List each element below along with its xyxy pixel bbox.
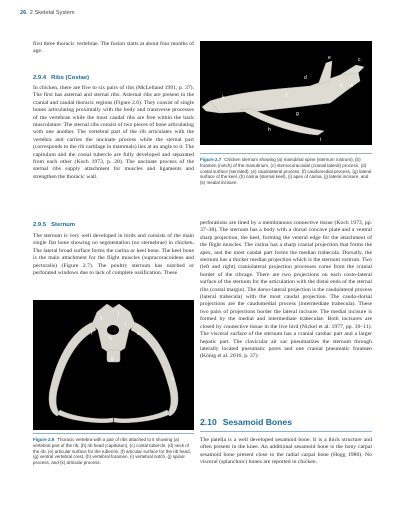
fig26-label-j: j [118,311,120,317]
section-number: 2.9.5 [33,222,47,228]
section-2-10-rule [200,431,372,432]
intro-paragraph: first three thoracic vertebrae. The fusion starts at about four months of age. [33,41,194,55]
fig26-label-h: h [109,336,112,342]
section-2-10-heading [200,417,298,427]
vertebra-illustration [33,300,194,430]
fig26-label-f: f [91,331,93,337]
figure-label: Figure 2.7 [200,157,222,162]
fig26-label-g: g [111,356,114,362]
section-title: Sesamoid Bones [222,417,292,427]
fig27-label-h: h [268,127,271,133]
figure-label: Figure 2.6 [33,437,55,442]
sternum-description-text: perforations are lined by a membranous connective tissue (Koch 1973, pp. 37–38). The sternum has a body with a dorsal concave plate and a ventral sharp projection, the keel, forming the ventral edge for the attachment of the flight muscles. The carina has a sharp cranial projection that forms the apex, and the most caudal part forms the median trabecula. Dorsally, the sternum has a thicker median projection which is the sternum rostrum. Two (left and right) craniolateral projection processes come from the cranial border of the ribcage. There are two projections on each costo-lateral surface of the sternum for the articulation with the distal ends of the sternal ribs (costal margin). The dorso-lateral projection is the caudolateral process (lateral trabecula) with the most caudal projection. The caudo-dorsal projections are the caudomedial process (intermediate trabecula). These two pairs of projections border the lateral incisure. The medial incisure is formed by the medial and intermediate trabeculae. Both incisures are closed by connective tissue in the live bird (Nickel et al. 1977, pp. 10–11). The visceral surface of the sternum has a cranial cardiac part and a larger hepatic part. The clavicular air sac pneumatizes the sternum through laterally located pneumatic pores and one cranial pneumatic foramen (König et al. 2016, p. 37). [200,220,372,360]
fig26-label-i: i [125,322,127,328]
figure-2-6-rule [33,433,194,434]
section-number: 2.9.4 [33,75,47,81]
figure-2-7-image [200,41,372,145]
figure-2-7-caption [200,157,372,186]
section-number: 2.10 [200,417,217,427]
figure-2-6-image [33,300,194,430]
sternum-illustration [200,41,372,145]
fig27-label-b: b [340,83,343,89]
chapter-title: 2 Skeletal System [29,10,75,16]
section-title: Sternum [51,222,76,228]
fig26-label-a: a [171,376,174,382]
caption-text: Chicken sternum showing (a) manubrial spine (sternum rostrum), (b) foramen (notch) of the manubrium, (c) sternocoracoidal (cranial lateral) process, (d) costal surface (serrated), (e) caudolateral process, (f) caudomedial process, (g) lateral surface of the keel, (h) carina (sternal keel), (i) apex of carina, (j) lateral incisure, and (k) medial incisure. [200,157,372,186]
fig26-label-e: e [137,331,140,337]
section-title: Ribs (Costae) [51,75,90,81]
section-2-9-5-text: The sternum is very well developed in birds and consists of the main single flat bone showing no segmentation (no sternebrae) in chicken. The lateral broad surface forms the carina or keel bone. The keel bone is the main attachment for the flight muscles (supracoracoideus and pectoralis) (Figure 2.7). The poultry sternum has notched or perforated windows due to lack of complete ossification. These [33,233,194,277]
fig27-label-e: e [328,55,331,61]
fig27-label-a: a [350,83,353,89]
section-2-9-4-text: In chicken, there are five to six pairs of ribs (McLelland 1991, p. 37). The first has asternal and sternal ribs. Asternal ribs are present in the cranial and caudal thoracic regions (Figure 2.6). They consist of single bones articulating proximally with the body and transverse processes of the vertebrae while the most caudal ribs are free within the back musculature. The sternal ribs consist of two pieces of bone articulating with one another. The vertebral part of the rib articulates with the vertebra and carries the uncinate process while the sternal part (corresponds to the rib cartilage in mammals) lies at an angle to it. The capitulum and the costal tubercle are fully developed and separated from each other (Koch 1973, p. 28). The uncinate process of the sternal ribs supply attachment for muscles and ligaments and strengthen the thoracic wall. [33,85,194,180]
fig26-label-k: k [100,316,103,322]
section-2-9-4-heading [33,75,94,81]
fig27-label-k: k [222,95,225,101]
figure-2-6-caption [33,437,194,466]
fig27-label-f: f [286,93,288,99]
section-2-9-5-heading [33,222,80,228]
section-2-10-text: The patella is a well developed sesamoid bone. It is a thick structure and often present in the knee. An additional sesamoid bone is the bony carpal sesamoid bone present close to the radial carpal bone (Hogg 1980). No visceral (splanchnic) bones are reported in chicken. [200,437,372,466]
fig27-label-g: g [296,111,299,117]
running-head [20,10,75,16]
fig27-label-d: d [304,75,307,81]
caption-text: Thoracic vertebra with a pair of ribs attached to it showing (a) vertebral part of the rib, (b) rib head (capitulum), (c) costal tubercle, (d) neck of the rib, (e) articular surface for the tubercle, (f) articular surface for the rib head, (g) ventral vertebral crest, (h) vertebral foramen, (i) vertebral notch, (j) spinal process, and (k) articular process. [33,437,191,466]
fig27-label-i: i [320,137,322,143]
fig27-label-c: c [358,57,361,63]
page-number: 26 [20,10,27,16]
figure-2-7-rule [200,153,372,154]
